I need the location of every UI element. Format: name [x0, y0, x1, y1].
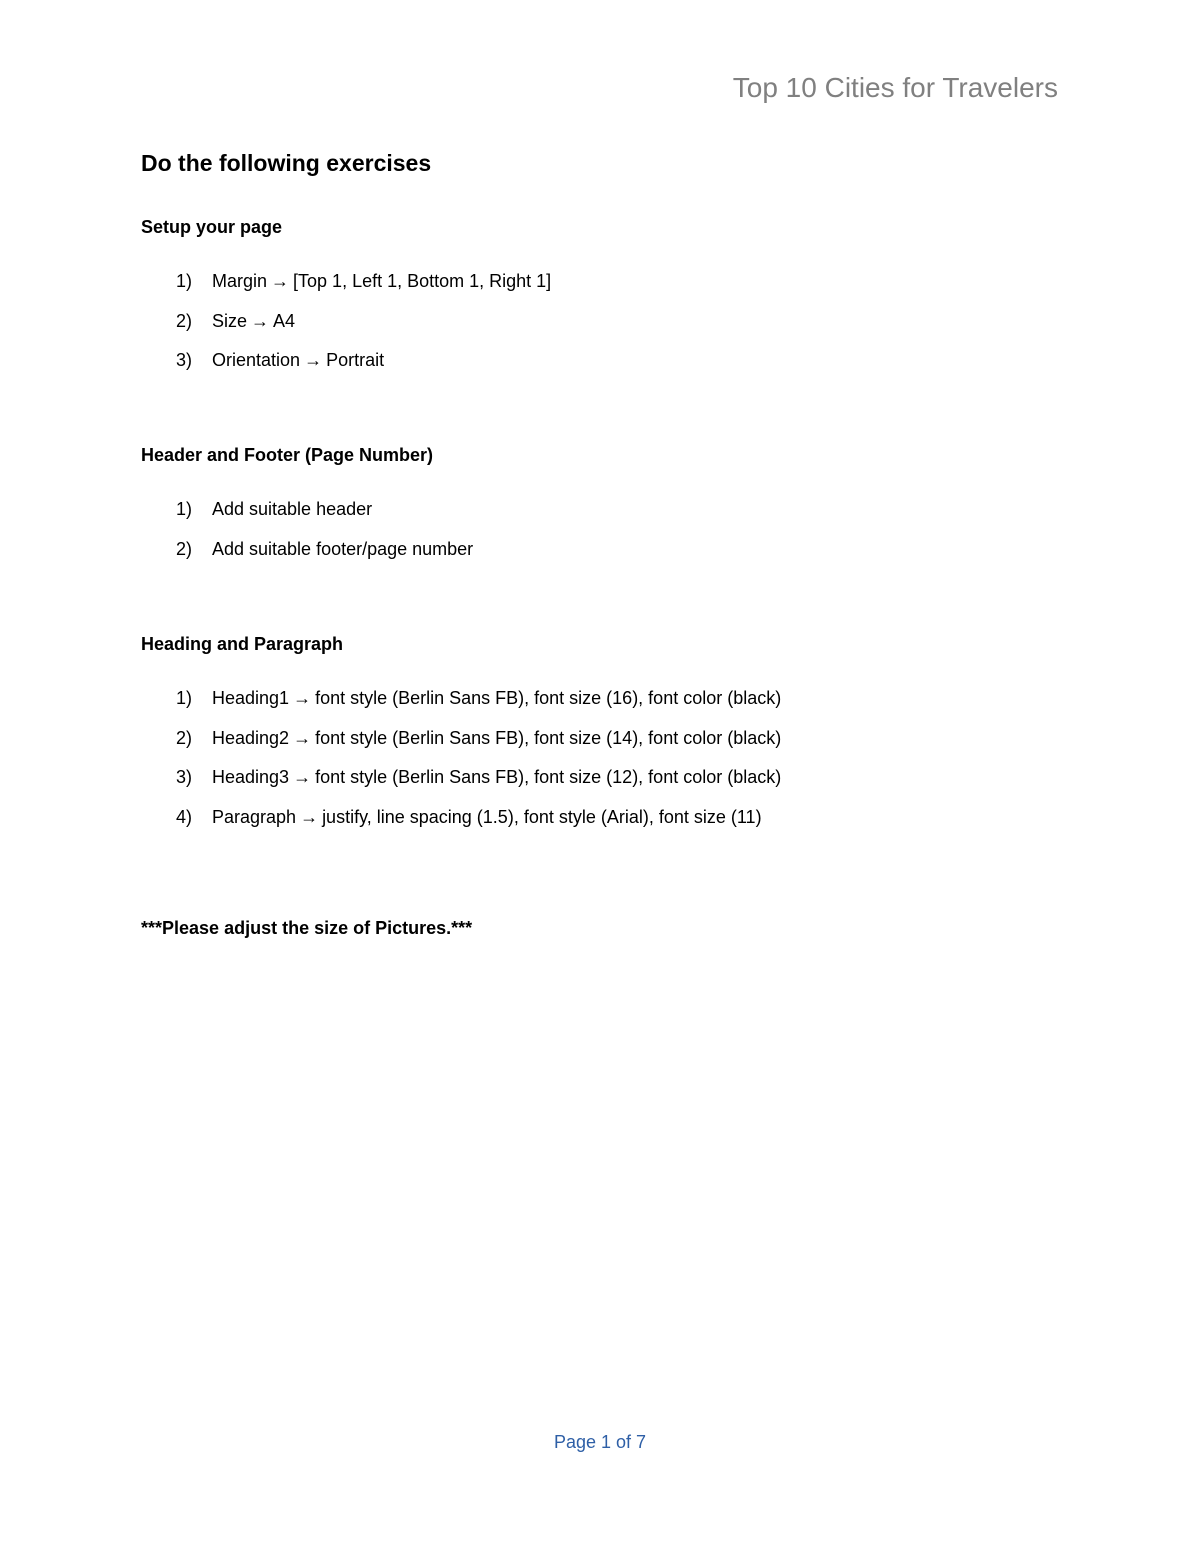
list-number: 2) [176, 727, 193, 748]
item-label: Heading1 [212, 688, 290, 708]
list-number: 2) [176, 538, 193, 559]
arrow-right-icon: → [271, 271, 290, 291]
list-item [176, 499, 473, 539]
arrow-right-icon: → [300, 806, 319, 827]
list-number: 2) [176, 310, 193, 331]
arrow-right-icon: → [293, 688, 312, 708]
list-item [176, 688, 781, 728]
list-number: 1) [176, 271, 193, 291]
arrow-right-icon: → [251, 310, 270, 331]
header-title: Top 10 Cities for Travelers [732, 72, 1058, 103]
list-number: 4) [176, 806, 193, 827]
item-value: A4 [273, 310, 296, 331]
item-value: font style (Berlin Sans FB), font size (16), font color (black) [315, 688, 782, 708]
section-heading-heading-paragraph: Heading and Paragraph [141, 634, 344, 654]
list-number: 1) [176, 499, 193, 519]
heading-paragraph-list [176, 688, 781, 846]
document-title: Do the following exercises [141, 150, 432, 176]
setup-list [176, 271, 551, 390]
header-footer-list [176, 499, 473, 578]
item-label: Orientation [212, 350, 301, 370]
list-item [176, 728, 781, 768]
arrow-right-icon: → [293, 727, 312, 748]
item-value: font style (Berlin Sans FB), font size (12), font color (black) [315, 767, 782, 787]
item-value: [Top 1, Left 1, Bottom 1, Right 1] [293, 271, 552, 291]
list-item [176, 311, 551, 351]
item-label: Heading2 [212, 727, 290, 748]
list-item [176, 807, 781, 847]
arrow-right-icon: → [293, 767, 312, 787]
list-number: 3) [176, 350, 193, 370]
list-number: 3) [176, 767, 193, 787]
item-value: Portrait [326, 350, 385, 370]
item-label: Heading3 [212, 767, 290, 787]
list-item [176, 767, 781, 807]
list-number: 1) [176, 688, 193, 708]
item-text: Add suitable header [212, 499, 373, 519]
page-number: Page 1 of 7 [553, 1432, 647, 1452]
section-heading-header-footer: Header and Footer (Page Number) [141, 445, 434, 465]
list-item [176, 539, 473, 579]
picture-size-note: ***Please adjust the size of Pictures.*** [141, 918, 473, 938]
list-item [176, 271, 551, 311]
item-label: Margin [212, 271, 268, 291]
item-text: Add suitable footer/page number [212, 538, 474, 559]
item-value: font style (Berlin Sans FB), font size (14), font color (black) [315, 727, 782, 748]
item-label: Paragraph [212, 806, 297, 827]
section-heading-setup: Setup your page [141, 217, 283, 237]
arrow-right-icon: → [304, 350, 323, 370]
list-item [176, 350, 551, 390]
item-value: justify, line spacing (1.5), font style (Arial), font size (11) [322, 806, 762, 827]
item-label: Size [212, 310, 248, 331]
